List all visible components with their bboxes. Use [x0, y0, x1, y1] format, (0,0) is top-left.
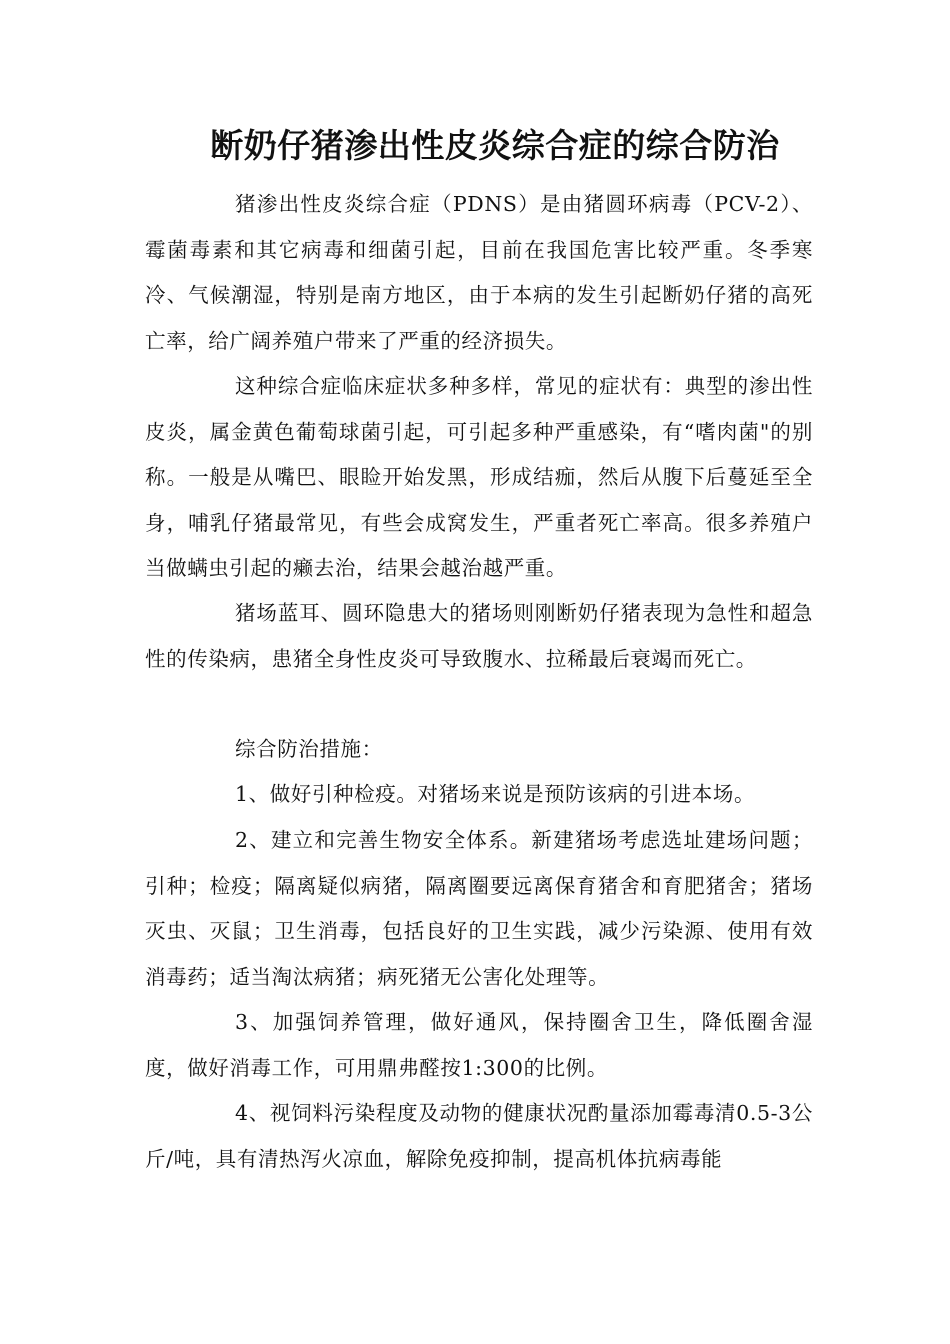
document-title: 断奶仔猪渗出性皮炎综合症的综合防治 — [210, 126, 780, 165]
paragraph-intro: 猪渗出性皮炎综合症（PDNS）是由猪圆环病毒（PCV-2）、霉菌毒素和其它病毒和细菌引起，目前在我国危害比较严重。冬季寒冷、气候潮湿，特别是南方地区，由于本病的发生引起断奶仔猪的高死亡率，给广阔养殖户带来了严重的经济损失。 — [145, 192, 813, 353]
paragraph-measure-4: 4、视饲料污染程度及动物的健康状况酌量添加霉毒清0.5-3公斤/吨，具有清热泻火凉血，解除免疫抑制，提高机体抗病毒能 — [145, 1101, 813, 1171]
paragraph-symptoms: 这种综合症临床症状多种多样，常见的症状有：典型的渗出性皮炎，属金黄色葡萄球菌引起，可引起多种严重感染，有“嗜肉菌"的别称。一般是从嘴巴、眼睑开始发黑，形成结痂，然后从腹下后蔓延至全身，哺乳仔猪最常见，有些会成窝发生，严重者死亡率高。很多养殖户当做螨虫引起的癞去治，结果会越治越严重。 — [145, 374, 813, 580]
paragraph-measure-3: 3、加强饲养管理，做好通风，保持圈舍卫生，降低圈舍湿度，做好消毒工作，可用鼎弗醛按1:300的比例。 — [145, 1010, 813, 1080]
paragraph-measure-2: 2、建立和完善生物安全体系。新建猪场考虑选址建场问题；引种；检疫；隔离疑似病猪，隔离圈要远离保育猪舍和育肥猪舍；猪场灭虫、灭鼠；卫生消毒，包括良好的卫生实践，减少污染源、使用有效消毒药；适当淘汰病猪；病死猪无公害化处理等。 — [145, 828, 813, 989]
paragraph-measures-heading: 综合防治措施： — [235, 737, 383, 761]
paragraph-acute: 猪场蓝耳、圆环隐患大的猪场则刚断奶仔猪表现为急性和超急性的传染病，患猪全身性皮炎可导致腹水、拉稀最后衰竭而死亡。 — [145, 601, 813, 671]
paragraph-measure-1: 1、做好引种检疫。对猪场来说是预防该病的引进本场。 — [235, 782, 756, 806]
